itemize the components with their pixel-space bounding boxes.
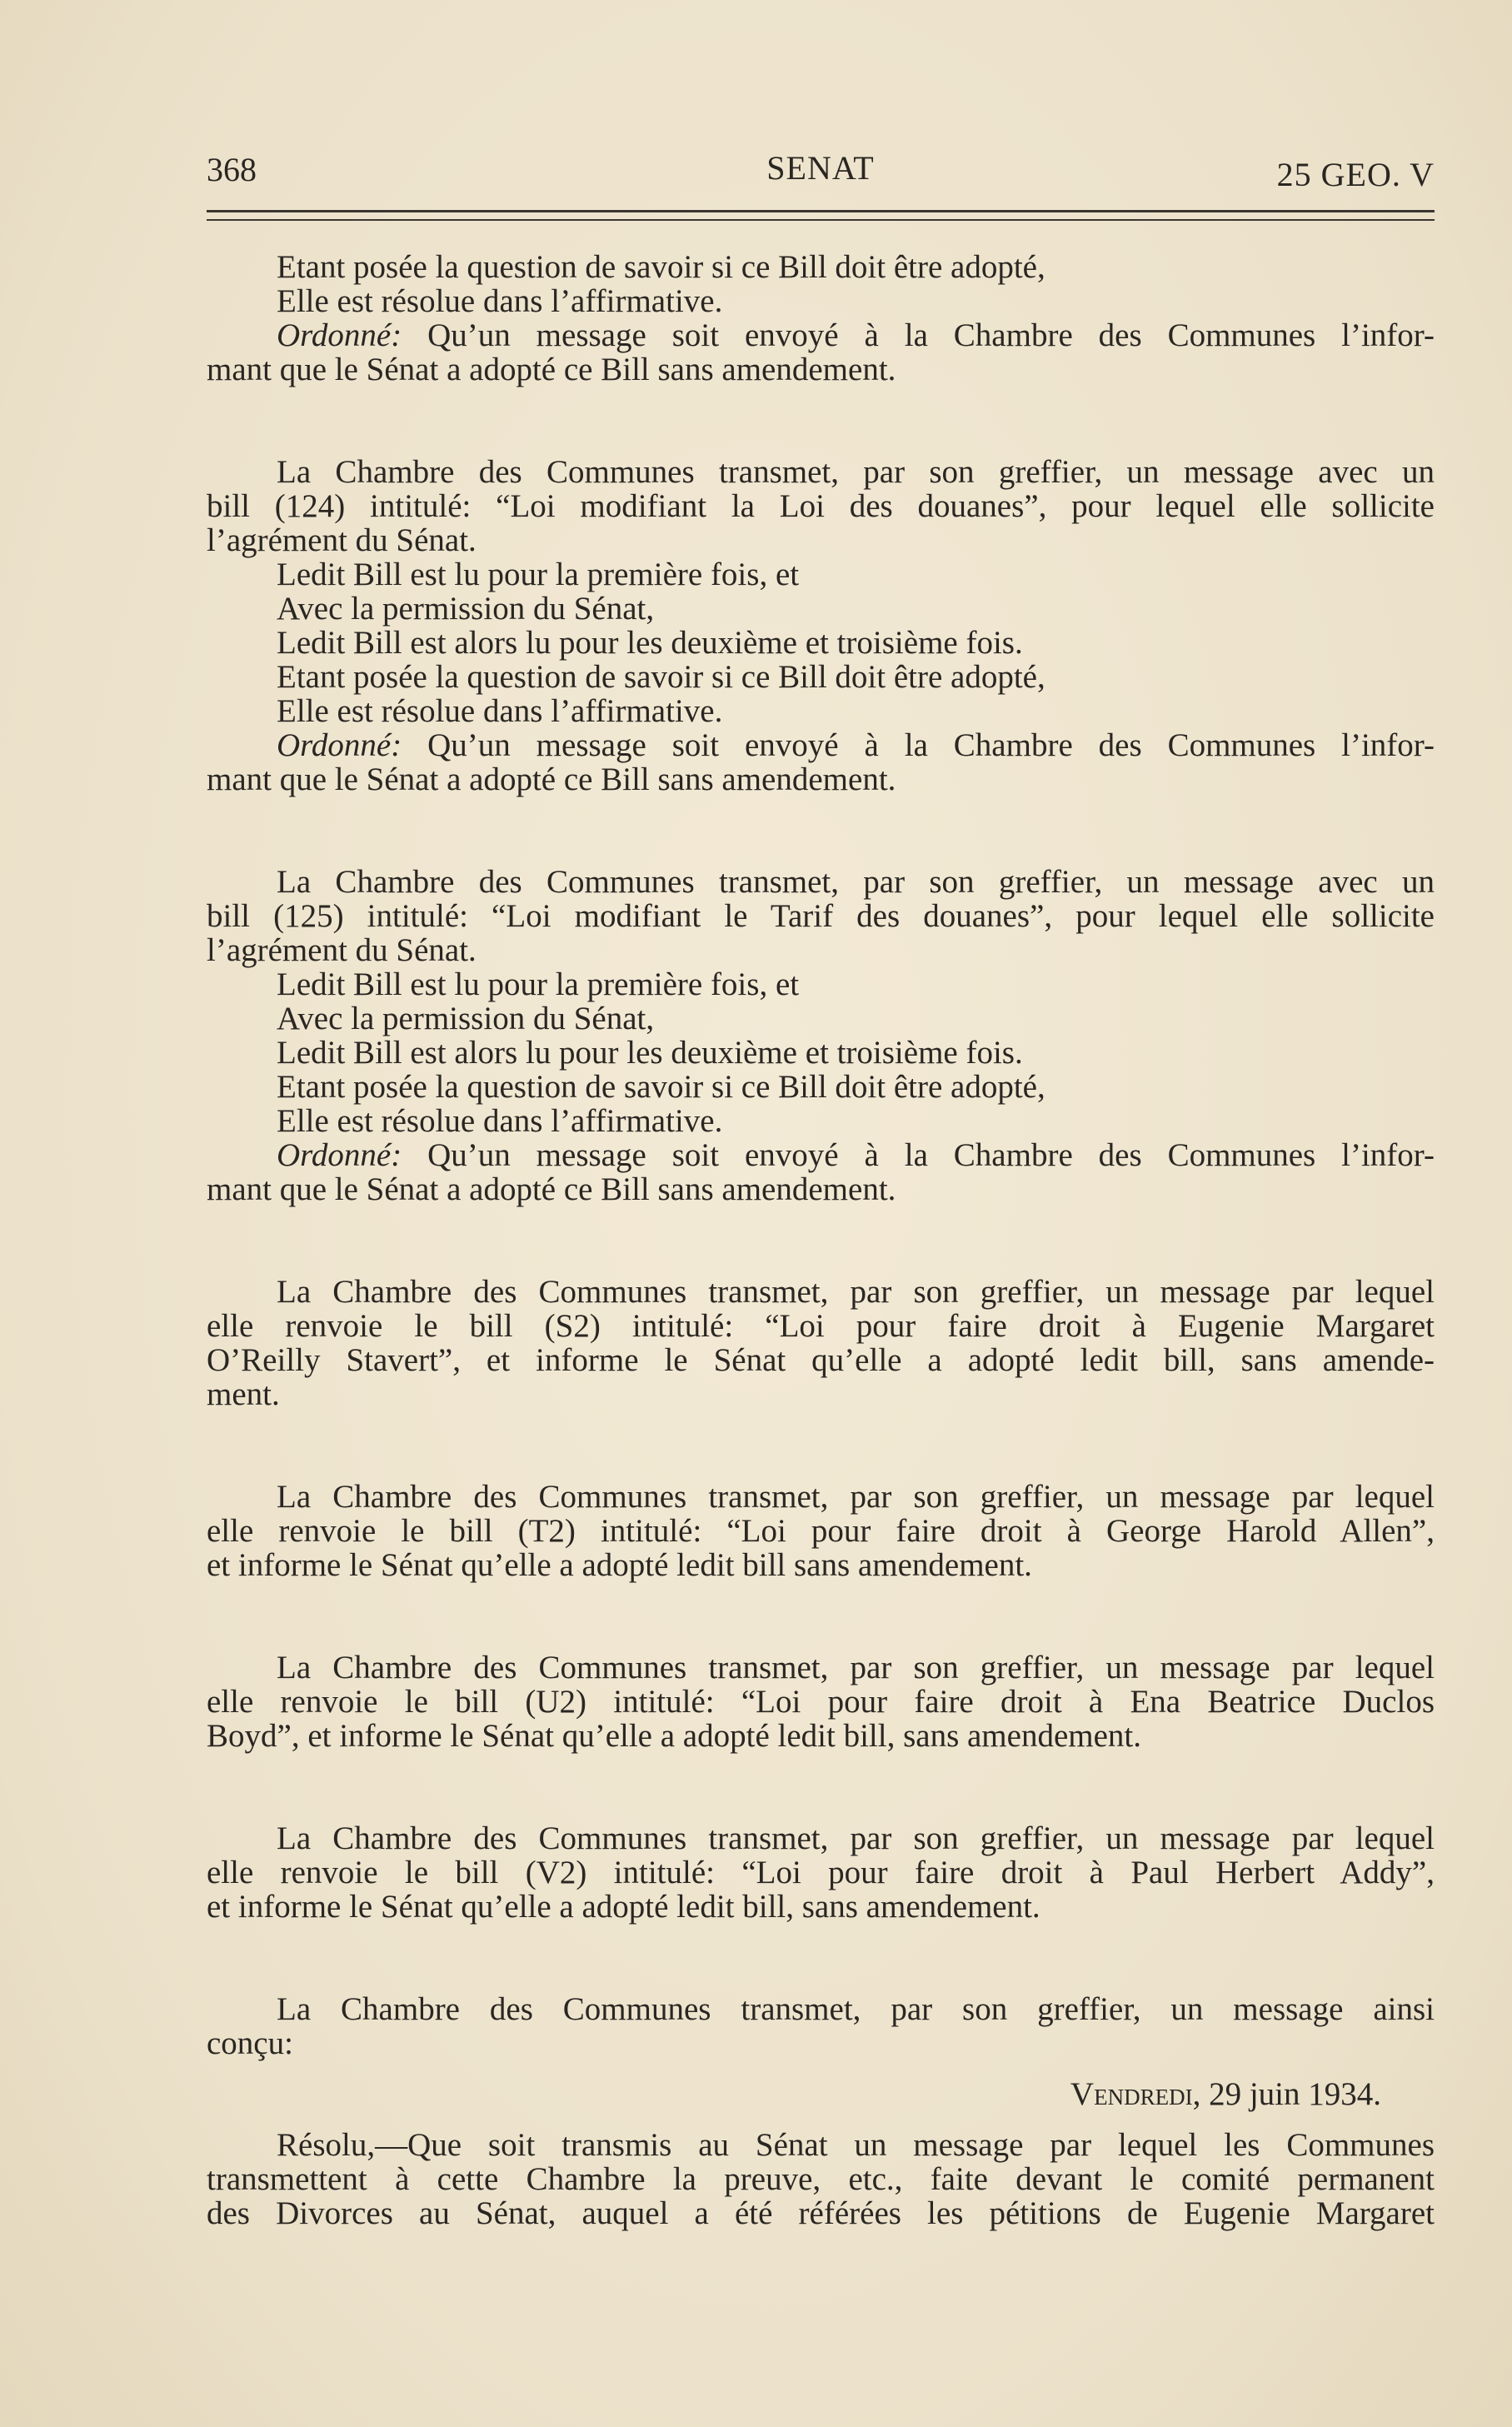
line-text: bill (125) intitulé: “Loi modifiant le Tarif des douanes”, pour lequel elle sollicite	[207, 898, 1435, 934]
paragraph-gap	[207, 1924, 1435, 1992]
text-line	[207, 250, 1435, 284]
paragraph-gap	[207, 797, 1435, 865]
line-text: Elle est résolue dans l’affirmative.	[277, 1103, 723, 1139]
text-line	[207, 728, 1435, 762]
text-line	[207, 1138, 1435, 1172]
text-line	[207, 455, 1435, 489]
line-text: mant que le Sénat a adopté ce Bill sans amendement.	[207, 762, 896, 797]
line-text: Ledit Bill est lu pour la première fois, et	[277, 557, 800, 592]
header-rule-thick	[207, 210, 1435, 212]
line-text: elle renvoie le bill (U2) intitulé: “Loi pour faire droit à Ena Beatrice Duclos	[207, 1684, 1435, 1720]
header-rule-thin	[207, 219, 1435, 221]
text-line	[207, 1685, 1435, 1719]
text-line	[207, 2196, 1435, 2230]
text-line	[207, 694, 1435, 728]
paragraph-gap	[207, 1206, 1435, 1275]
line-text: elle renvoie le bill (T2) intitulé: “Loi pour faire droit à George Harold Allen”,	[207, 1513, 1435, 1549]
text-line	[207, 1548, 1435, 1582]
paragraph-block	[207, 1480, 1435, 1582]
line-text: La Chambre des Communes transmet, par son greffier, un message par lequel	[277, 1479, 1435, 1515]
line-text: O’Reilly Stavert”, et informe le Sénat qu’elle a adopté ledit bill, sans amende-	[207, 1342, 1435, 1378]
line-text: mant que le Sénat a adopté ce Bill sans amendement.	[207, 1171, 896, 1207]
page-body	[207, 250, 1435, 2230]
line-text: Ledit Bill est alors lu pour les deuxième et troisième fois.	[277, 625, 1023, 661]
line-text: l’agrément du Sénat.	[207, 522, 477, 558]
line-text: mant que le Sénat a adopté ce Bill sans amendement.	[207, 352, 896, 387]
resolution-block	[207, 2128, 1435, 2230]
line-text: ment.	[207, 1376, 280, 1412]
text-line	[207, 1070, 1435, 1104]
text-line	[207, 1480, 1435, 1514]
line-text: La Chambre des Communes transmet, par son greffier, un message avec un	[277, 864, 1435, 900]
text-line	[207, 523, 1435, 557]
line-text: Résolu,—Que soit transmis au Sénat un message par lequel les Communes	[277, 2127, 1435, 2163]
paragraph-gap	[207, 1582, 1435, 1650]
line-text: Qu’un message soit envoyé à la Chambre des Communes l’infor-	[402, 727, 1435, 763]
date-weekday: Vendredi,	[1070, 2076, 1201, 2112]
date-text: 29 juin 1934.	[1200, 2076, 1381, 2112]
line-text: La Chambre des Communes transmet, par son greffier, un message par lequel	[277, 1820, 1435, 1856]
line-text: et informe le Sénat qu’elle a adopté ledit bill, sans amendement.	[207, 1889, 1040, 1925]
text-line	[207, 865, 1435, 899]
line-text: transmettent à cette Chambre la preuve, etc., faite devant le comité permanent	[207, 2161, 1435, 2197]
line-text: conçu:	[207, 2025, 293, 2061]
line-text: Ledit Bill est lu pour la première fois, et	[277, 966, 800, 1002]
final-gap	[207, 2111, 1435, 2128]
text-line	[207, 1275, 1435, 1309]
text-line	[207, 592, 1435, 626]
paragraph-gap	[207, 1753, 1435, 1821]
text-line	[207, 1855, 1435, 1890]
line-text: Elle est résolue dans l’affirmative.	[277, 693, 723, 729]
text-line	[207, 1036, 1435, 1070]
text-line	[207, 660, 1435, 694]
text-line	[207, 352, 1435, 387]
text-line	[207, 1001, 1435, 1036]
paragraph-block	[207, 455, 1435, 797]
text-line	[207, 489, 1435, 523]
ordonne-label: Ordonné:	[277, 1137, 402, 1173]
text-line	[207, 2162, 1435, 2196]
text-line	[207, 967, 1435, 1001]
line-text: Etant posée la question de savoir si ce Bill doit être adopté,	[277, 1069, 1045, 1105]
ordonne-label: Ordonné:	[277, 727, 402, 763]
line-text: et informe le Sénat qu’elle a adopté ledit bill sans amendement.	[207, 1547, 1032, 1583]
text-line	[207, 1719, 1435, 1753]
text-line	[207, 1992, 1435, 2026]
line-text: Qu’un message soit envoyé à la Chambre des Communes l’infor-	[402, 317, 1435, 353]
message-date	[207, 2077, 1435, 2111]
text-line	[207, 2128, 1435, 2162]
line-text: La Chambre des Communes transmet, par son greffier, un message avec un	[277, 454, 1435, 490]
text-line	[207, 899, 1435, 933]
line-text: des Divorces au Sénat, auquel a été référées les pétitions de Eugenie Margaret	[207, 2195, 1435, 2231]
ordonne-label: Ordonné:	[277, 317, 402, 353]
line-text: bill (124) intitulé: “Loi modifiant la Loi des douanes”, pour lequel elle sollicite	[207, 488, 1435, 524]
text-line	[207, 2026, 1435, 2060]
line-text: Avec la permission du Sénat,	[277, 591, 655, 627]
page-number: 368	[207, 151, 257, 188]
line-text: Qu’un message soit envoyé à la Chambre des Communes l’infor-	[402, 1137, 1435, 1173]
paragraph-gap	[207, 1411, 1435, 1480]
paragraph-block	[207, 1650, 1435, 1753]
page-header	[207, 143, 1435, 193]
text-line	[207, 933, 1435, 967]
line-text: Ledit Bill est alors lu pour les deuxième et troisième fois.	[277, 1035, 1023, 1071]
line-text: l’agrément du Sénat.	[207, 932, 477, 968]
text-line	[207, 762, 1435, 797]
paragraph-block	[207, 1275, 1435, 1411]
text-line	[207, 1309, 1435, 1343]
line-text: La Chambre des Communes transmet, par son greffier, un message par lequel	[277, 1274, 1435, 1310]
text-line	[207, 1104, 1435, 1138]
paragraph-block	[207, 865, 1435, 1206]
line-text: La Chambre des Communes transmet, par son greffier, un message par lequel	[277, 1650, 1435, 1685]
regnal-year: 25 GEO. V	[1276, 156, 1435, 193]
text-line	[207, 1650, 1435, 1685]
text-line	[207, 1821, 1435, 1855]
text-line	[207, 1514, 1435, 1548]
paragraph-gap	[207, 387, 1435, 455]
paragraph-block	[207, 1992, 1435, 2060]
line-text: elle renvoie le bill (S2) intitulé: “Loi pour faire droit à Eugenie Margaret	[207, 1308, 1435, 1344]
line-text: La Chambre des Communes transmet, par son greffier, un message ainsi	[277, 1991, 1435, 2027]
text-line	[207, 626, 1435, 660]
line-text: Etant posée la question de savoir si ce Bill doit être adopté,	[277, 249, 1045, 285]
line-text: Etant posée la question de savoir si ce Bill doit être adopté,	[277, 659, 1045, 695]
text-line	[207, 284, 1435, 318]
paragraph-block	[207, 1821, 1435, 1924]
text-line	[207, 1377, 1435, 1411]
text-line	[207, 1890, 1435, 1924]
text-line	[207, 1172, 1435, 1206]
line-text: elle renvoie le bill (V2) intitulé: “Loi pour faire droit à Paul Herbert Addy”,	[207, 1855, 1435, 1890]
line-text: Boyd”, et informe le Sénat qu’elle a adopté ledit bill, sans amendement.	[207, 1718, 1141, 1754]
text-line	[207, 318, 1435, 352]
text-line	[207, 557, 1435, 592]
running-title: SENAT	[766, 149, 875, 187]
text-line	[207, 1343, 1435, 1377]
line-text: Elle est résolue dans l’affirmative.	[277, 283, 723, 319]
paragraph-block	[207, 250, 1435, 387]
date-gap	[207, 2060, 1435, 2077]
line-text: Avec la permission du Sénat,	[277, 1001, 655, 1036]
